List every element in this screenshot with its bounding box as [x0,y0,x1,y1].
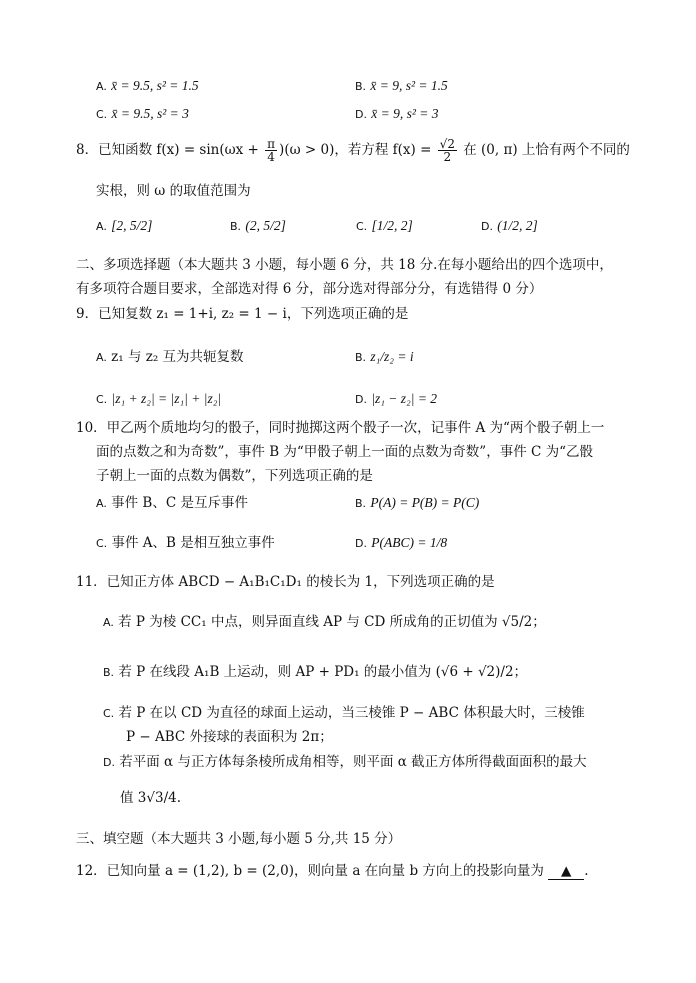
option-letter: B. [355,351,367,364]
option-text: x̄ = 9.5, s² = 3 [111,106,189,121]
option-letter: A. [96,497,107,510]
option-text: |z₁ + z₂| = |z₁| + |z₂| [111,391,222,406]
q10-option-b [355,495,479,511]
q11-option-b [103,664,527,680]
option-text: 若平面 α 与正方体每条棱所成角相等，则平面 α 截正方体所得截面面积的最大 [119,754,587,770]
option-text: P(A) = P(B) = P(C) [370,495,480,510]
option-text: x̄ = 9, s² = 1.5 [370,78,448,93]
q10-option-a [96,495,248,511]
q11-option-c-line2: P − ABC 外接球的表面积为 2π； [126,729,333,745]
q9-stem: 9．已知复数 z₁ = 1+i, z₂ = 1 − i，下列选项正确的是 [76,306,409,322]
option-text: 若 P 在以 CD 为直径的球面上运动，当三棱锥 P − ABC 体积最大时，三棱锥 [118,705,585,721]
fraction-numerator: π [267,137,276,151]
option-text: P(ABC) = 1/8 [371,535,448,550]
section2-heading-line1: 二、多项选择题（本大题共 3 小题，每小题 6 分，共 18 分.在每小题给出的四个选项中， [76,257,613,273]
option-letter: C. [103,707,115,720]
option-text: [2, 5/2] [111,218,153,233]
option-text: 事件 A、B 是相互独立事件 [111,535,275,551]
q11-option-a [103,614,546,630]
q8-option-c [356,218,413,234]
option-letter: C. [356,220,368,233]
q7-option-d [355,106,439,122]
q7-option-b [355,78,448,94]
q10-option-c [96,535,275,551]
option-letter: A. [96,80,107,93]
option-letter: B. [230,220,242,233]
q9-option-d [355,391,437,407]
fraction-denominator: 4 [267,150,275,164]
q11-option-d-line2: 值 3√3/4. [120,790,182,806]
option-letter: A. [96,220,107,233]
option-letter: D. [355,393,367,406]
q10-option-d [355,535,447,551]
q10-stem-line1: 10．甲乙两个质地均匀的骰子，同时抛掷这两个骰子一次，记事件 A 为“两个骰子朝上一 [76,420,605,436]
option-text: z₁ 与 z₂ 互为共轭复数 [111,349,244,365]
q12-end: . [584,863,589,879]
option-letter: D. [103,756,115,769]
option-letter: B. [103,666,115,679]
option-letter: C. [96,537,108,550]
q9-option-b [355,349,414,365]
answer-blank: ▲ [548,863,584,880]
q8-root2-over-2 [438,138,457,163]
option-letter: C. [96,393,108,406]
q8-stem-line1 [76,138,630,163]
q12-stem [76,863,589,880]
option-letter: D. [481,220,493,233]
q9-option-a [96,349,244,365]
option-text: x̄ = 9, s² = 3 [371,106,439,121]
option-text: x̄ = 9.5, s² = 1.5 [111,78,199,93]
q8-stem-line2: 实根，则 ω 的取值范围为 [96,183,251,199]
option-text: (1/2, 2] [497,218,538,233]
q11-stem: 11．已知正方体 ABCD − A₁B₁C₁D₁ 的棱长为 1，下列选项正确的是 [76,574,495,590]
q7-option-c [96,106,189,122]
option-text: |z₁ − z₂| = 2 [371,391,438,406]
option-text: [1/2, 2] [371,218,413,233]
q8-option-b [230,218,286,234]
option-text: 事件 B、C 是互斥事件 [111,495,248,511]
section2-heading-line2: 有多项符合题目要求，全部选对得 6 分，部分选对得部分分，有选错得 0 分） [76,281,543,297]
option-letter: C. [96,108,108,121]
option-letter: B. [355,497,367,510]
q7-option-a [96,78,199,94]
fraction-numerator: √2 [439,137,455,151]
option-text: 若 P 为棱 CC₁ 中点，则异面直线 AP 与 CD 所成角的正切值为 √5/2； [118,614,546,630]
fraction-denominator: 2 [443,150,452,164]
option-letter: A. [103,616,114,629]
q9-option-c [96,391,221,407]
option-letter: A. [96,351,107,364]
option-letter: D. [355,537,367,550]
q10-stem-line3: 子朝上一面的点数为偶数”，下列选项正确的是 [96,468,373,484]
q8-option-d [481,218,538,234]
section3-heading: 三、填空题（本大题共 3 小题,每小题 5 分,共 15 分） [76,831,402,847]
q10-stem-line2: 面的点数之和为奇数”，事件 B 为“甲骰子朝上一面的点数为奇数”，事件 C 为“乙骰 [96,444,594,460]
q12-text: 12．已知向量 a = (1,2), b = (2,0)，则向量 a 在向量 b 方向上的投影向量为 [76,863,544,879]
option-letter: B. [355,80,367,93]
option-text: 若 P 在线段 A₁B 上运动，则 AP + PD₁ 的最小值为 (√6 + √2)/2； [118,664,528,680]
q8-option-a [96,218,152,234]
q8-pi-over-4 [265,138,277,163]
q8-text-pre: 8．已知函数 f(x) = sin(ωx + [76,142,264,158]
q8-text-mid: )(ω > 0)，若方程 f(x) = [279,142,436,158]
q11-option-d-line1 [103,754,587,770]
option-letter: D. [355,108,367,121]
option-text: z₁/z₂ = i [370,349,414,364]
q8-text-post: 在 (0, π) 上恰有两个不同的 [458,142,630,158]
q11-option-c-line1 [103,705,585,721]
option-text: (2, 5/2] [245,218,286,233]
